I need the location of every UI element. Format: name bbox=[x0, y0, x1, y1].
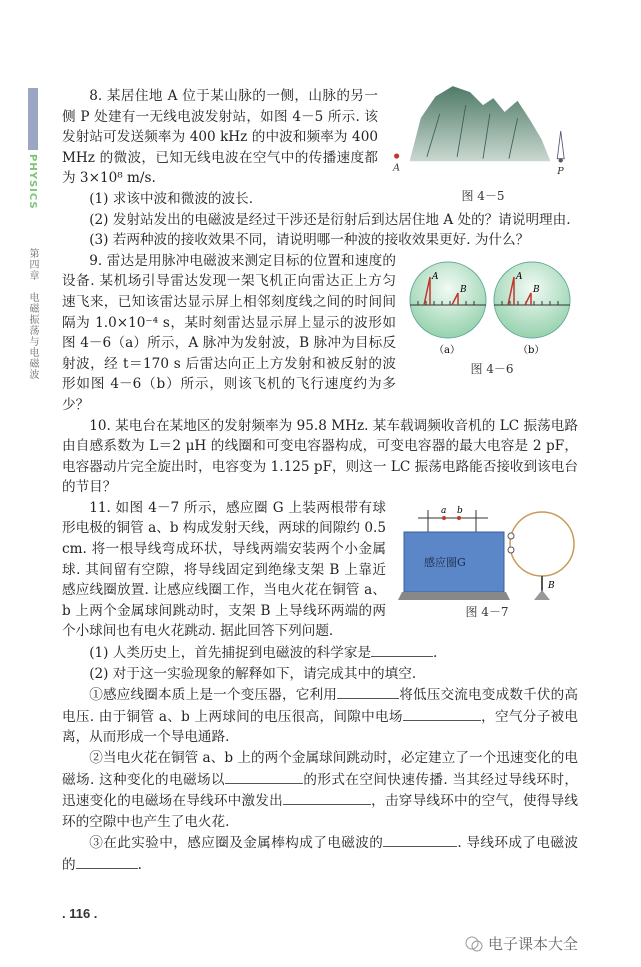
text-seg: . bbox=[137, 856, 142, 873]
answer-blank[interactable] bbox=[225, 769, 303, 784]
q11-item-1 bbox=[62, 684, 578, 748]
coil-base bbox=[398, 592, 510, 600]
q11-part-1-end: . bbox=[433, 645, 438, 662]
q11-item-2 bbox=[62, 748, 578, 832]
pulse-a-label: A bbox=[516, 271, 523, 282]
radar-screen-b bbox=[494, 262, 570, 338]
induction-coil-figure bbox=[396, 502, 576, 602]
coil-label: 感应圈G bbox=[424, 555, 466, 569]
chapter-tab-bar bbox=[28, 88, 38, 150]
watermark-row bbox=[62, 924, 578, 967]
answer-blank[interactable] bbox=[371, 642, 433, 657]
page-number: . 116 . bbox=[62, 905, 98, 921]
q9-text: 9. 雷达是用脉冲电磁波来测定目标的位置和速度的设备. 某机场引导雷达发现一架飞机正向雷达正上方匀速飞来，已知该雷达显示屏上相邻刻度线之间的时间间隔为 1.0×10⁻⁴ s，某时刻雷达显示屏上显示的波形如图 4－6（a）所示，A 脉冲为发射波，B 脉冲为目标反射波，经 t＝170 s 后雷达向正上方发射和被反射的波形如图 4－6（b）所示，则该飞机的飞行速度约为多少？ bbox=[62, 252, 396, 413]
wire-loop bbox=[510, 512, 574, 576]
electrode-a bbox=[442, 516, 446, 520]
q11-part-1 bbox=[62, 642, 578, 664]
q11-part-1-text: (1) 人类历史上，首先捕捉到电磁波的科学家是 bbox=[89, 645, 372, 662]
text-seg: ③在此实验中，感应圈及金属棒构成了电磁波的 bbox=[89, 835, 384, 852]
chapter-label: 第四章 电磁振荡与电磁波 bbox=[27, 248, 38, 380]
pulse-b-label: B bbox=[533, 284, 540, 295]
pulse-a-label: A bbox=[432, 271, 439, 282]
text-seg: 的形式在空间快速传播. 当其经过导线环时，迅速变化的电磁场在导线环中激发出 bbox=[62, 771, 578, 810]
label-p: P bbox=[557, 166, 564, 178]
electrode-b bbox=[457, 516, 461, 520]
text-seg: 将低压交流电变成数千伏的高电压. 由于铜管 a、b 上两球间的电压很高，间隙中电场 bbox=[62, 687, 579, 725]
q8-part-1: (1) 求该中波和微波的波长. bbox=[89, 190, 254, 207]
q10-text: 10. 某电台在某地区的发射频率为 95.8 MHz. 某车载调频收音机的 LC 振荡电路由自感系数为 L＝2 μH 的线圈和可变电容器构成，可变电容器的最大电容是 2 pF，电容器动片完全旋出时，电容变为 1.125 pF，则这一 LC 振荡电路能否接收到该电台的节目？ bbox=[62, 417, 578, 496]
fig-4-5-caption: 图 4－5 bbox=[461, 189, 505, 203]
page-content bbox=[62, 0, 578, 967]
radar-figure bbox=[406, 255, 576, 359]
q8-part-2: (2) 发射站发出的电磁波是经过干涉还是衍射后到达居住地 A 处的？请说明理由. bbox=[89, 211, 571, 228]
text-seg: . 导线环成了电磁波的 bbox=[62, 835, 578, 873]
insulating-stand bbox=[534, 590, 550, 600]
q8-part-3: (3) 若两种波的接收效果不同，请说明哪一种波的接收效果更好. 为什么？ bbox=[89, 232, 530, 249]
subject-label: PHYSICS bbox=[27, 154, 38, 210]
location-a-dot bbox=[394, 153, 399, 158]
pulse-b-label: B bbox=[460, 284, 467, 295]
mountain-figure bbox=[388, 76, 578, 186]
mountain-shape bbox=[410, 86, 551, 161]
answer-blank[interactable] bbox=[76, 854, 138, 869]
fig-4-6-caption: 图 4－6 bbox=[470, 361, 514, 376]
q11-item-3 bbox=[62, 832, 578, 875]
q8-stem: 8. 某居住地 A 位于某山脉的一侧，山脉的另一侧 P 处建有一无线电波发射站，如图 4－5 所示. 该发射站可发送频率为 400 kHz 的中波和频率为 400 MHz 的微波，已知无线电波在空气中的传播速度都为 3×10⁸ m/s. bbox=[62, 88, 378, 187]
wechat-icon bbox=[464, 934, 484, 954]
transmitter-tower-icon bbox=[557, 131, 564, 159]
q11-part-2: (2) 对于这一实验现象的解释如下，请完成其中的填空. bbox=[89, 665, 417, 682]
sub-caption-b: （b） bbox=[518, 344, 545, 356]
fig-4-7-caption: 图 4－7 bbox=[465, 604, 509, 619]
answer-blank[interactable] bbox=[383, 832, 457, 847]
text-seg: ，空气分子被电离，从而形成一个导电通路. bbox=[62, 708, 579, 746]
answer-blank[interactable] bbox=[337, 684, 399, 699]
stand-label: B bbox=[548, 580, 555, 591]
label-a: a bbox=[441, 505, 447, 516]
sub-caption-a: （a） bbox=[434, 344, 460, 356]
label-a: A bbox=[393, 162, 401, 174]
fig-4-5 bbox=[388, 76, 578, 204]
text-seg: ②当电火花在铜管 a、b 上的两个金属球间跳动时，必定建立了一个迅速变化的电磁场. 这种变化的电磁场以 bbox=[62, 750, 578, 788]
text-seg: ，击穿导线环中的空气，使得导线环的空隙中也产生了电火花. bbox=[62, 793, 579, 830]
answer-blank[interactable] bbox=[283, 790, 371, 805]
q11-stem: 11. 如图 4－7 所示，感应圈 G 上装两根带有球形电极的铜管 a、b 构成发射天线，两球的间隙约 0.5 cm. 将一根导线弯成环状，导线两端安装两个小金属球. 其间留有空隙，将导线固定到绝缘支架 B 上靠近感应线圈放置. 让感应线圈工作，当电火花在铜管 a、b 上两个金属球间跳动时，支架 B 上导线环两端的两个小球间也有电火花跳动. 据此回答下列问题. bbox=[62, 499, 386, 640]
text-seg: ①感应线圈本质上是一个变压器，它利用 bbox=[89, 687, 338, 704]
fig-4-7 bbox=[396, 502, 578, 620]
fig-4-6 bbox=[406, 255, 578, 377]
radar-screen-a bbox=[410, 262, 486, 338]
answer-blank[interactable] bbox=[403, 706, 481, 721]
label-b: b bbox=[457, 505, 463, 516]
watermark: 电子课本大全 bbox=[487, 935, 578, 954]
